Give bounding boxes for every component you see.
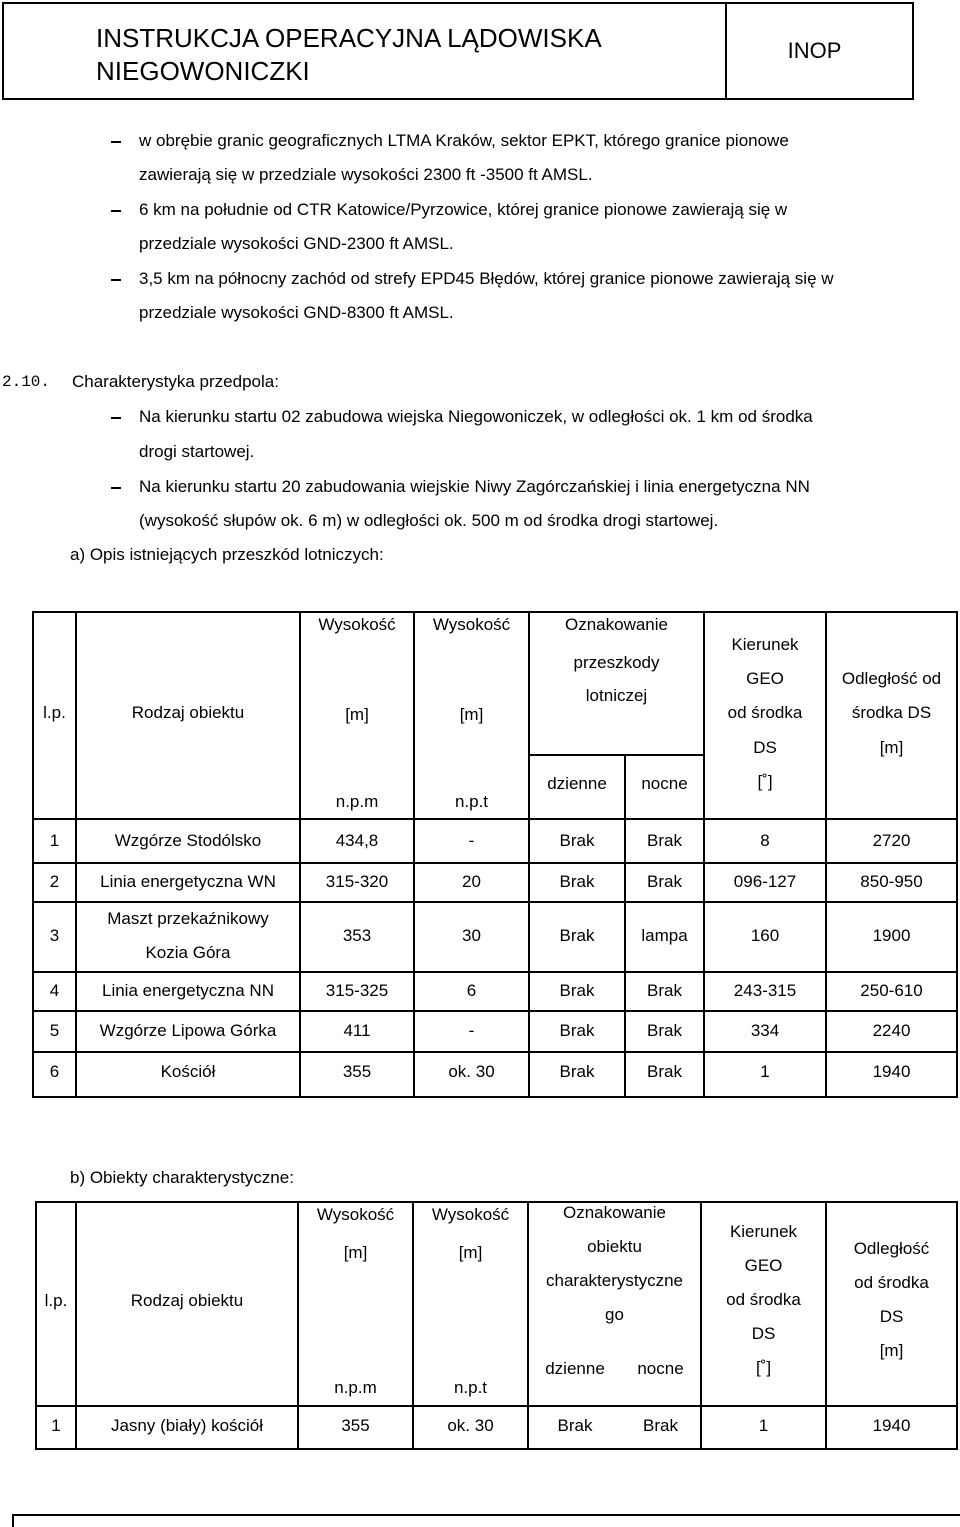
col-dir-header-5: [˚] — [755, 1358, 772, 1377]
col-night-header: nocne — [637, 1359, 684, 1378]
col-dir-header-3: od środka — [727, 703, 803, 722]
col-npm-header-unit: [m] — [343, 1243, 368, 1262]
col-npm-header-top: Wysokość — [316, 1205, 395, 1224]
cell-night: Brak — [647, 1021, 682, 1040]
cell-night: Brak — [647, 872, 682, 891]
header-title — [4, 4, 727, 98]
col-day-header: dzienne — [547, 774, 607, 793]
cell-dir: 096-127 — [733, 872, 797, 891]
subsection-a-title: a) Opis istniejących przeszkód lotniczych: — [70, 545, 384, 564]
col-dist-header-4: [m] — [879, 1341, 904, 1360]
col-npm-header-ref: n.p.m — [335, 792, 379, 811]
col-dir-header-4: DS — [753, 738, 777, 757]
subsection-b-title: b) Obiekty charakterystyczne: — [70, 1168, 294, 1187]
col-marking-header-2: przeszkody — [573, 653, 660, 672]
col-npt-header-top: Wysokość — [432, 615, 511, 634]
zone-3-line1: 3,5 km na północny zachód od strefy EPD45 Błędów, której granice pionowe zawierają się w — [139, 269, 834, 288]
cell-npm: 353 — [342, 926, 372, 945]
cell-dist: 250-610 — [860, 981, 923, 1000]
cell-night: Brak — [643, 1416, 678, 1435]
col-npt-header-top: Wysokość — [431, 1205, 510, 1224]
col-rodzaj-header: Rodzaj obiektu — [130, 1291, 244, 1310]
col-npt-header-unit: [m] — [458, 1243, 483, 1262]
cell-name: Wzgórze Stodólsko — [114, 831, 262, 850]
cell-lp: 1 — [51, 1416, 61, 1435]
zone-1-line2: zawierają się w przedziale wysokości 2300 ft -3500 ft AMSL. — [139, 165, 593, 184]
col-dist-header-3: DS — [879, 1307, 904, 1326]
cell-dist: 1940 — [872, 1062, 911, 1081]
cell-dist: 1900 — [872, 926, 911, 945]
header-title-line2: NIEGOWONICZKI — [96, 56, 310, 86]
cell-day: Brak — [559, 1021, 595, 1040]
cell-npt: 30 — [462, 926, 481, 945]
zone-2-line2: przedziale wysokości GND-2300 ft AMSL. — [139, 234, 454, 253]
cell-dist: 2720 — [872, 831, 911, 850]
col-lp-header: l.p. — [43, 703, 66, 722]
cell-npt: 6 — [466, 981, 477, 1000]
cell-name: Jasny (biały) kościół — [110, 1416, 264, 1435]
bullet-dash — [111, 210, 121, 212]
cell-npt: ok. 30 — [448, 1062, 495, 1081]
cell-dir: 1 — [760, 1062, 770, 1081]
col-dist-header-1: Odległość od — [841, 669, 942, 688]
cell-lp: 6 — [49, 1062, 60, 1081]
cell-lp: 2 — [49, 872, 60, 891]
cell-name: Kościół — [160, 1062, 216, 1081]
header-code: INOP — [787, 38, 842, 63]
col-dir-header-1: Kierunek — [729, 1222, 798, 1241]
cell-lp: 1 — [49, 831, 60, 850]
cell-dir: 8 — [760, 831, 770, 850]
cell-day: Brak — [559, 831, 595, 850]
cell-npm: 315-325 — [325, 981, 389, 1000]
col-day-header: dzienne — [545, 1359, 605, 1378]
footer-border-left — [12, 1514, 14, 1527]
cell-npt: - — [468, 1021, 475, 1040]
cell-dir: 1 — [758, 1416, 769, 1435]
col-dist-header-2: od środka — [854, 1273, 929, 1292]
cell-day: Brak — [557, 1416, 593, 1435]
cell-name: Linia energetyczna WN — [100, 872, 276, 891]
col-rodzaj-header: Rodzaj obiektu — [131, 703, 245, 722]
section-item-2-line2: (wysokość słupów ok. 6 m) w odległości ok. 500 m od środka drogi startowej. — [139, 511, 719, 530]
col-dir-header-2: GEO — [744, 1256, 783, 1275]
cell-dist: 2240 — [872, 1021, 911, 1040]
col-npt-header-ref: n.p.t — [454, 792, 489, 811]
col-marking-header-1: Oznakowanie — [564, 615, 668, 634]
col-lp-header: l.p. — [44, 1291, 68, 1310]
cell-npm: 411 — [343, 1021, 371, 1040]
col-dir-header-3: od środka — [726, 1290, 801, 1309]
cell-name-line2: Kozia Góra — [145, 943, 231, 962]
cell-npt: 20 — [462, 872, 481, 891]
col-marking-header-2: obiektu — [587, 1237, 642, 1256]
col-dir-header-4: DS — [751, 1324, 776, 1343]
cell-lp: 5 — [49, 1021, 60, 1040]
section-item-1-line1: Na kierunku startu 02 zabudowa wiejska Niegowoniczek, w odległości ok. 1 km od środka — [139, 407, 813, 426]
col-marking-header-3: lotniczej — [585, 686, 648, 705]
bullet-dash — [111, 487, 121, 489]
col-npm-header-ref: n.p.m — [334, 1378, 377, 1397]
cell-npt: - — [468, 831, 475, 850]
cell-npt: ok. 30 — [447, 1416, 494, 1435]
header-title-line1: INSTRUKCJA OPERACYJNA LĄDOWISKA — [96, 23, 602, 53]
col-dir-header-2: GEO — [746, 669, 784, 688]
col-dist-header-1: Odległość — [853, 1239, 930, 1258]
cell-name: Wzgórze Lipowa Górka — [99, 1021, 277, 1040]
col-dir-header-1: Kierunek — [731, 635, 799, 654]
col-npm-header-top: Wysokość — [318, 615, 396, 634]
footer-border — [12, 1514, 960, 1516]
col-npt-header-unit: [m] — [459, 705, 484, 724]
cell-night: lampa — [641, 926, 688, 945]
col-night-header: nocne — [641, 774, 688, 793]
cell-npm: 434,8 — [335, 831, 379, 850]
cell-name: Maszt przekaźnikowy — [107, 909, 269, 928]
col-dist-header-2: środka DS — [851, 703, 932, 722]
col-dir-header-5: [˚] — [757, 772, 773, 791]
zone-1-line1: w obrębie granic geograficznych LTMA Kraków, sektor EPKT, którego granice pionowe — [139, 131, 789, 150]
col-dist-header-3: [m] — [879, 738, 904, 757]
cell-day: Brak — [559, 926, 595, 945]
cell-lp: 3 — [49, 926, 60, 945]
bullet-dash — [111, 279, 121, 281]
zone-2-line1: 6 km na południe od CTR Katowice/Pyrzowice, której granice pionowe zawierają się w — [139, 200, 788, 219]
section-title: Charakterystyka przedpola: — [72, 372, 279, 391]
col-marking-header-1: Oznakowanie — [562, 1203, 666, 1222]
section-item-1-line2: drogi startowej. — [139, 442, 255, 461]
cell-npm: 355 — [341, 1416, 370, 1435]
section-item-2-line1: Na kierunku startu 20 zabudowania wiejskie Niwy Zagórczańskiej i linia energetyczna NN — [139, 477, 810, 496]
cell-night: Brak — [647, 831, 682, 850]
cell-dir: 334 — [750, 1021, 780, 1040]
cell-npm: 355 — [342, 1062, 372, 1081]
col-npm-header-unit: [m] — [345, 705, 369, 724]
section-number: 2.10. — [2, 373, 51, 391]
cell-night: Brak — [647, 1062, 682, 1081]
bullet-dash — [111, 417, 121, 419]
cell-day: Brak — [559, 981, 595, 1000]
cell-lp: 4 — [49, 981, 60, 1000]
cell-day: Brak — [559, 1062, 595, 1081]
cell-name: Linia energetyczna NN — [102, 981, 274, 1000]
cell-npm: 315-320 — [325, 872, 389, 891]
zone-3-line2: przedziale wysokości GND-8300 ft AMSL. — [139, 303, 454, 322]
cell-day: Brak — [559, 872, 595, 891]
cell-night: Brak — [647, 981, 682, 1000]
document-header — [2, 2, 914, 100]
col-marking-header-3: charakterystyczne — [546, 1271, 683, 1290]
cell-dist: 850-950 — [860, 872, 923, 891]
col-marking-header-4: go — [605, 1305, 624, 1324]
cell-dir: 160 — [750, 926, 780, 945]
col-npt-header-ref: n.p.t — [453, 1378, 488, 1397]
cell-dir: 243-315 — [733, 981, 797, 1000]
cell-dist: 1940 — [872, 1416, 911, 1435]
bullet-dash — [111, 141, 121, 143]
